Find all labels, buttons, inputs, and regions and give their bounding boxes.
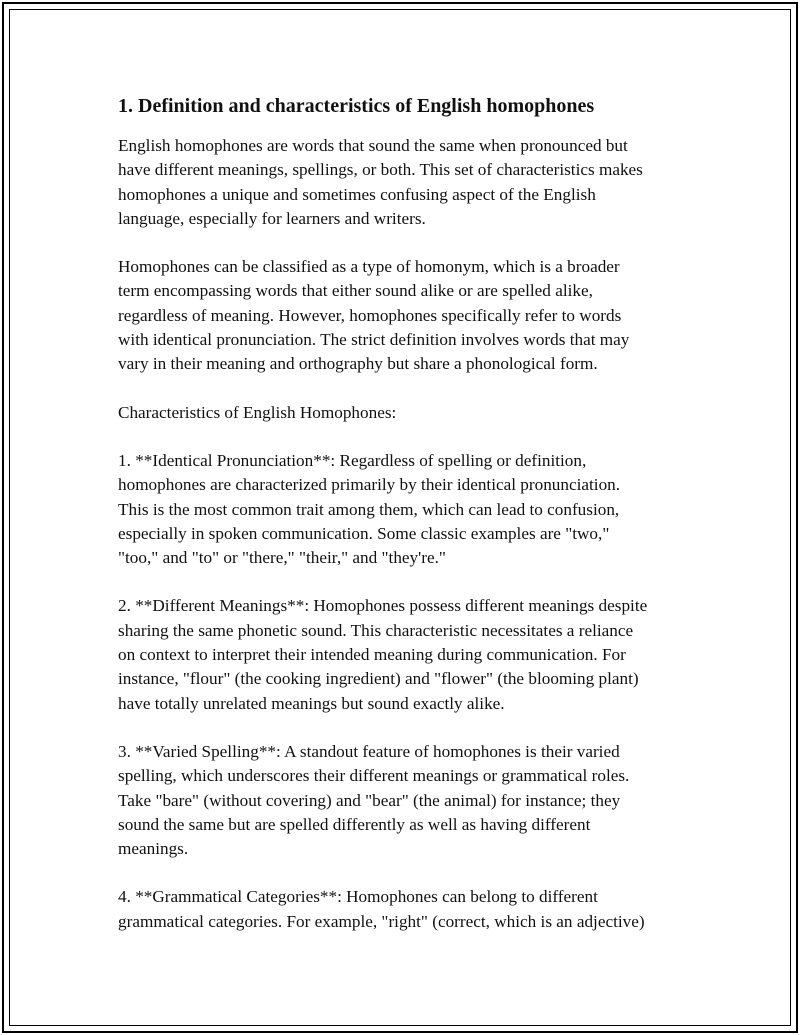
text-line: have totally unrelated meanings but sound exactly alike. (118, 693, 505, 713)
text-line: vary in their meaning and orthography but share a phonological form. (118, 354, 598, 374)
text-line: homophones are characterized primarily by their identical pronunciation. (118, 475, 621, 495)
text-line: have different meanings, spellings, or both. This set of characteristics makes (118, 160, 643, 180)
text-line: language, especially for learners and writers. (118, 208, 426, 228)
document-body (118, 93, 698, 958)
text-line: sound the same but are spelled differently as well as having different (118, 814, 591, 834)
paragraph-homonym (118, 255, 698, 376)
text-line: with identical pronunciation. The strict definition involves words that may (118, 330, 630, 350)
section-heading: 1. Definition and characteristics of English homophones (118, 95, 595, 117)
text-line: homophones a unique and sometimes confusing aspect of the English (118, 184, 596, 204)
paragraph-item-3 (118, 740, 698, 861)
text-line: 4. **Grammatical Categories**: Homophones can belong to different (118, 887, 598, 907)
text-line: 3. **Varied Spelling**: A standout feature of homophones is their varied (118, 741, 620, 761)
text-line: on context to interpret their intended meaning during communication. For (118, 645, 626, 665)
text-line: Homophones can be classified as a type of homonym, which is a broader (118, 257, 620, 277)
text-line: especially in spoken communication. Some classic examples are "two," (118, 523, 610, 543)
text-line: Characteristics of English Homophones: (118, 402, 397, 422)
text-line: meanings. (118, 839, 189, 859)
text-line: 2. **Different Meanings**: Homophones possess different meanings despite (118, 596, 648, 616)
text-line: grammatical categories. For example, "right" (correct, which is an adjective) (118, 911, 645, 931)
text-line: sharing the same phonetic sound. This characteristic necessitates a reliance (118, 620, 634, 640)
text-line: This is the most common trait among them, which can lead to confusion, (118, 499, 620, 519)
text-line: Take "bare" (without covering) and "bear" (the animal) for instance; they (118, 790, 621, 810)
text-line: regardless of meaning. However, homophones specifically refer to words (118, 305, 622, 325)
paragraph-characteristics-heading (118, 401, 698, 425)
text-line: 1. **Identical Pronunciation**: Regardless of spelling or definition, (118, 450, 587, 470)
text-line: English homophones are words that sound the same when pronounced but (118, 136, 628, 155)
text-line: instance, "flour" (the cooking ingredient) and "flower" (the blooming plant) (118, 669, 639, 689)
paragraph-intro (118, 134, 698, 231)
paragraph-item-4 (118, 885, 698, 934)
text-line: term encompassing words that either sound alike or are spelled alike, (118, 281, 593, 301)
text-line: spelling, which underscores their different meanings or grammatical roles. (118, 766, 630, 786)
text-line: "too," and "to" or "there," "their," and "they're." (118, 548, 446, 568)
paragraph-item-1 (118, 449, 698, 570)
paragraph-item-2 (118, 594, 698, 715)
